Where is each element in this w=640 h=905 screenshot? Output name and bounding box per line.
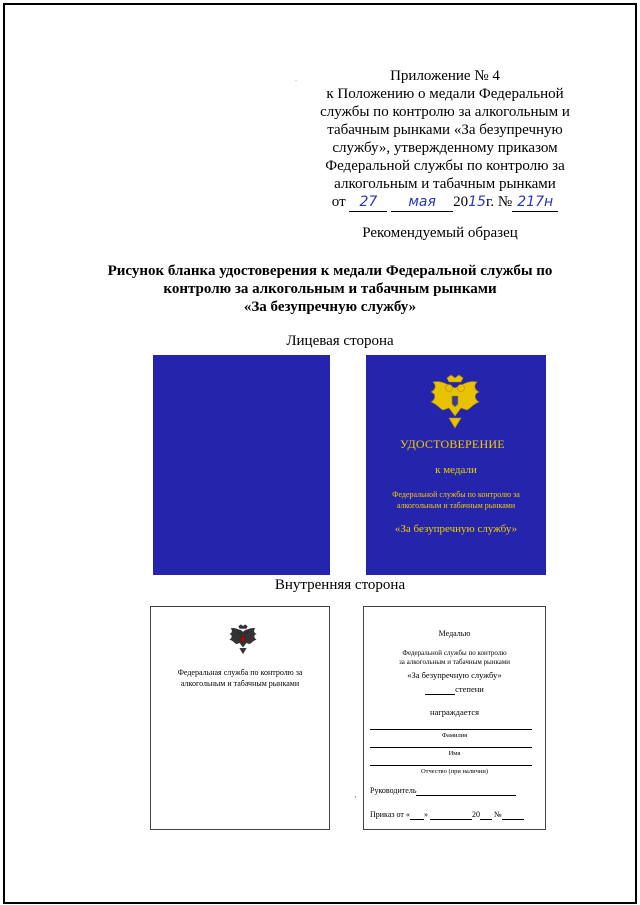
service-line: Федеральная служба по контролю за bbox=[177, 668, 303, 677]
head-signature-line bbox=[370, 786, 516, 796]
appendix-line: к Положению о медали Федеральной bbox=[326, 86, 564, 102]
date-prefix: от bbox=[331, 194, 346, 210]
service-line: за алкогольным и табачным рынками bbox=[398, 658, 511, 666]
service-name bbox=[366, 489, 546, 511]
medal-motto: «За безупречную службу» bbox=[407, 670, 502, 680]
degree-label: степени bbox=[455, 684, 484, 694]
appendix-line: табачным рынками «За безупречную bbox=[327, 122, 563, 138]
cover-back-panel bbox=[153, 355, 330, 575]
scan-speck: · bbox=[354, 793, 357, 802]
appendix-header bbox=[300, 67, 590, 212]
scan-speck: · bbox=[295, 78, 297, 84]
service-name bbox=[364, 649, 545, 667]
name-caption: Имя bbox=[448, 750, 461, 757]
inner-left-service-name bbox=[151, 667, 329, 689]
recommended-sample-label: Рекомендуемый образец bbox=[362, 225, 518, 241]
title-line: «За безупречную службу» bbox=[243, 299, 417, 315]
double-headed-eagle-emblem-icon bbox=[424, 372, 486, 432]
degree-line bbox=[364, 684, 545, 695]
patronymic-caption: Отчество (при наличии) bbox=[420, 768, 488, 775]
inner-side-label: Внутренняя сторона bbox=[274, 577, 406, 593]
to-medal-text: к медали bbox=[435, 464, 477, 476]
front-side-label: Лицевая сторона bbox=[286, 333, 394, 349]
date-year: 15 bbox=[468, 194, 486, 210]
inner-right-page bbox=[363, 606, 546, 830]
appendix-line: службу», утвержденному приказом bbox=[332, 140, 558, 156]
appendix-line: Приложение № 4 bbox=[390, 68, 500, 84]
date-day: 27 bbox=[349, 193, 387, 212]
appendix-line: алкогольным и табачным рынками bbox=[334, 176, 556, 192]
service-line: алкогольным и табачным рынками bbox=[396, 501, 516, 510]
cover-front-panel bbox=[366, 355, 546, 575]
name-line bbox=[370, 747, 532, 748]
service-line: алкогольным и табачным рынками bbox=[180, 679, 300, 688]
inner-left-page bbox=[150, 606, 330, 830]
medal-label: Медалью bbox=[438, 629, 471, 638]
title-line: контролю за алкогольным и табачным рынками bbox=[163, 281, 497, 297]
certificate-title: УДОСТОВЕРЕНИЕ bbox=[400, 437, 505, 451]
service-line: Федеральной службы по контролю bbox=[402, 649, 507, 657]
date-year-suffix: г. № bbox=[485, 194, 513, 210]
date-month: мая bbox=[391, 193, 453, 212]
awarded-label: награждается bbox=[429, 707, 480, 717]
surname-caption: Фамилия bbox=[441, 732, 468, 739]
head-label: Руководитель bbox=[370, 786, 417, 795]
order-date-line bbox=[300, 193, 590, 212]
service-line: Федеральной службы по контролю за bbox=[392, 490, 520, 499]
title-line: Рисунок бланка удостоверения к медали Федеральной службы по bbox=[107, 263, 553, 279]
patronymic-line bbox=[370, 765, 532, 766]
order-number: 217н bbox=[512, 193, 558, 212]
double-headed-eagle-emblem-icon bbox=[226, 623, 260, 656]
document-title bbox=[100, 262, 560, 316]
medal-motto: «За безупречную службу» bbox=[394, 523, 518, 535]
appendix-line: Федеральной службы по контролю за bbox=[325, 158, 565, 174]
date-year-prefix: 20 bbox=[453, 194, 469, 210]
surname-line bbox=[370, 729, 532, 730]
order-reference-line: Приказ от « » 20 № bbox=[370, 810, 524, 820]
appendix-line: службы по контролю за алкогольным и bbox=[320, 104, 570, 120]
